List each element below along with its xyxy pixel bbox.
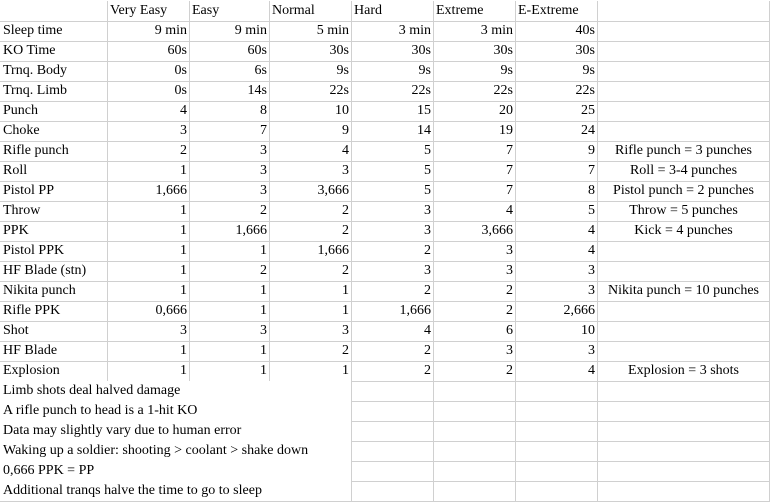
data-cell[interactable]: 3 <box>352 261 434 282</box>
data-cell[interactable]: 14 <box>352 121 434 142</box>
note-cell[interactable]: Pistol punch = 2 punches <box>598 181 770 202</box>
data-cell[interactable]: 3 <box>434 341 516 362</box>
data-cell[interactable]: 2 <box>190 261 270 282</box>
data-cell[interactable]: 9 <box>270 121 352 142</box>
data-cell[interactable]: 3 <box>190 181 270 202</box>
column-header-1[interactable]: Very Easy <box>108 1 190 22</box>
data-cell[interactable]: 0s <box>108 81 190 102</box>
empty-cell[interactable] <box>352 461 434 482</box>
footnote[interactable]: Waking up a soldier: shooting > coolant > shake down <box>0 441 352 462</box>
data-cell[interactable]: 3 <box>190 141 270 162</box>
note-cell[interactable] <box>598 241 770 262</box>
data-cell[interactable]: 1 <box>270 301 352 322</box>
column-header-5[interactable]: Extreme <box>434 1 516 22</box>
data-cell[interactable]: 24 <box>516 121 598 142</box>
row-label[interactable]: Throw <box>0 201 108 222</box>
data-cell[interactable]: 3 min <box>434 21 516 42</box>
data-cell[interactable]: 14s <box>190 81 270 102</box>
data-cell[interactable]: 4 <box>516 241 598 262</box>
data-cell[interactable]: 30s <box>434 41 516 62</box>
data-cell[interactable]: 0s <box>108 61 190 82</box>
data-cell[interactable]: 7 <box>434 161 516 182</box>
note-cell[interactable] <box>598 301 770 322</box>
row-label[interactable]: Rifle punch <box>0 141 108 162</box>
column-header-2[interactable]: Easy <box>190 1 270 22</box>
data-cell[interactable]: 2,666 <box>516 301 598 322</box>
data-cell[interactable]: 2 <box>434 281 516 302</box>
data-cell[interactable]: 9 min <box>108 21 190 42</box>
data-cell[interactable]: 22s <box>434 81 516 102</box>
data-cell[interactable]: 1,666 <box>108 181 190 202</box>
data-cell[interactable]: 40s <box>516 21 598 42</box>
data-cell[interactable]: 8 <box>516 181 598 202</box>
data-cell[interactable]: 2 <box>270 221 352 242</box>
empty-cell[interactable] <box>598 481 770 502</box>
data-cell[interactable]: 10 <box>516 321 598 342</box>
data-cell[interactable]: 1 <box>108 241 190 262</box>
row-label[interactable]: KO Time <box>0 41 108 62</box>
note-cell[interactable] <box>598 81 770 102</box>
data-cell[interactable]: 9 min <box>190 21 270 42</box>
data-cell[interactable]: 3 <box>434 241 516 262</box>
column-header-4[interactable]: Hard <box>352 1 434 22</box>
note-cell[interactable] <box>598 61 770 82</box>
data-cell[interactable]: 19 <box>434 121 516 142</box>
row-label[interactable]: Pistol PPK <box>0 241 108 262</box>
empty-cell[interactable] <box>434 441 516 462</box>
empty-cell[interactable] <box>598 441 770 462</box>
data-cell[interactable]: 3 <box>352 201 434 222</box>
data-cell[interactable]: 3 <box>190 321 270 342</box>
data-cell[interactable]: 7 <box>434 141 516 162</box>
data-cell[interactable]: 1,666 <box>190 221 270 242</box>
data-cell[interactable]: 60s <box>108 41 190 62</box>
row-label[interactable]: Trnq. Limb <box>0 81 108 102</box>
empty-cell[interactable] <box>598 381 770 402</box>
data-cell[interactable]: 2 <box>434 361 516 382</box>
data-cell[interactable]: 3 <box>352 221 434 242</box>
footnote[interactable]: Data may slightly vary due to human error <box>0 421 352 442</box>
data-cell[interactable]: 9s <box>434 61 516 82</box>
data-cell[interactable]: 4 <box>108 101 190 122</box>
data-cell[interactable]: 2 <box>270 201 352 222</box>
note-cell[interactable] <box>598 341 770 362</box>
data-cell[interactable]: 3,666 <box>270 181 352 202</box>
empty-cell[interactable] <box>434 421 516 442</box>
row-label[interactable]: Nikita punch <box>0 281 108 302</box>
data-cell[interactable]: 9s <box>516 61 598 82</box>
data-cell[interactable]: 30s <box>270 41 352 62</box>
row-label[interactable]: Shot <box>0 321 108 342</box>
data-cell[interactable]: 3 <box>516 261 598 282</box>
data-cell[interactable]: 1,666 <box>352 301 434 322</box>
footnote[interactable]: A rifle punch to head is a 1-hit KO <box>0 401 352 422</box>
note-cell[interactable] <box>598 321 770 342</box>
empty-cell[interactable] <box>598 421 770 442</box>
data-cell[interactable]: 2 <box>190 201 270 222</box>
data-cell[interactable]: 0,666 <box>108 301 190 322</box>
empty-cell[interactable] <box>352 421 434 442</box>
data-cell[interactable]: 2 <box>352 281 434 302</box>
data-cell[interactable]: 8 <box>190 101 270 122</box>
data-cell[interactable]: 3 <box>516 341 598 362</box>
data-cell[interactable]: 2 <box>352 361 434 382</box>
data-cell[interactable]: 6 <box>434 321 516 342</box>
data-cell[interactable]: 1 <box>190 241 270 262</box>
row-label[interactable]: HF Blade (stn) <box>0 261 108 282</box>
data-cell[interactable]: 6s <box>190 61 270 82</box>
data-cell[interactable]: 25 <box>516 101 598 122</box>
data-cell[interactable]: 1 <box>190 301 270 322</box>
footnote[interactable]: 0,666 PPK = PP <box>0 461 352 482</box>
data-cell[interactable]: 22s <box>516 81 598 102</box>
row-label[interactable]: Trnq. Body <box>0 61 108 82</box>
row-label[interactable]: Explosion <box>0 361 108 382</box>
column-header-3[interactable]: Normal <box>270 1 352 22</box>
empty-cell[interactable] <box>516 481 598 502</box>
data-cell[interactable]: 4 <box>434 201 516 222</box>
data-cell[interactable]: 4 <box>516 361 598 382</box>
data-cell[interactable]: 5 <box>352 181 434 202</box>
data-cell[interactable]: 2 <box>434 301 516 322</box>
data-cell[interactable]: 5 <box>352 141 434 162</box>
data-cell[interactable]: 60s <box>190 41 270 62</box>
note-cell[interactable] <box>598 41 770 62</box>
data-cell[interactable]: 2 <box>270 261 352 282</box>
empty-cell[interactable] <box>352 401 434 422</box>
empty-cell[interactable] <box>434 481 516 502</box>
data-cell[interactable]: 22s <box>352 81 434 102</box>
data-cell[interactable]: 10 <box>270 101 352 122</box>
data-cell[interactable]: 1 <box>108 261 190 282</box>
data-cell[interactable]: 9s <box>270 61 352 82</box>
data-cell[interactable]: 1 <box>108 341 190 362</box>
empty-cell[interactable] <box>516 401 598 422</box>
data-cell[interactable]: 4 <box>352 321 434 342</box>
data-cell[interactable]: 20 <box>434 101 516 122</box>
column-header-0[interactable] <box>0 1 108 22</box>
data-cell[interactable]: 9 <box>516 141 598 162</box>
data-cell[interactable]: 22s <box>270 81 352 102</box>
empty-cell[interactable] <box>434 401 516 422</box>
data-cell[interactable]: 1 <box>108 281 190 302</box>
data-cell[interactable]: 1 <box>108 361 190 382</box>
data-cell[interactable]: 4 <box>516 221 598 242</box>
note-cell[interactable] <box>598 261 770 282</box>
data-cell[interactable]: 1 <box>270 361 352 382</box>
data-cell[interactable]: 2 <box>352 341 434 362</box>
note-cell[interactable] <box>598 21 770 42</box>
data-cell[interactable]: 3 <box>108 121 190 142</box>
data-cell[interactable]: 7 <box>434 181 516 202</box>
data-cell[interactable]: 3 min <box>352 21 434 42</box>
note-cell[interactable] <box>598 101 770 122</box>
data-cell[interactable]: 30s <box>352 41 434 62</box>
data-cell[interactable]: 3 <box>190 161 270 182</box>
row-label[interactable]: Pistol PP <box>0 181 108 202</box>
row-label[interactable]: PPK <box>0 221 108 242</box>
note-cell[interactable]: Roll = 3-4 punches <box>598 161 770 182</box>
row-label[interactable]: Rifle PPK <box>0 301 108 322</box>
note-cell[interactable] <box>598 121 770 142</box>
note-cell[interactable]: Nikita punch = 10 punches <box>598 281 770 302</box>
empty-cell[interactable] <box>434 381 516 402</box>
empty-cell[interactable] <box>352 481 434 502</box>
note-cell[interactable]: Throw = 5 punches <box>598 201 770 222</box>
data-cell[interactable]: 3 <box>270 321 352 342</box>
data-cell[interactable]: 7 <box>190 121 270 142</box>
row-label[interactable]: HF Blade <box>0 341 108 362</box>
empty-cell[interactable] <box>598 461 770 482</box>
row-label[interactable]: Punch <box>0 101 108 122</box>
data-cell[interactable]: 5 min <box>270 21 352 42</box>
data-cell[interactable]: 7 <box>516 161 598 182</box>
data-cell[interactable]: 1 <box>108 201 190 222</box>
footnote[interactable]: Additional tranqs halve the time to go to sleep <box>0 481 352 502</box>
column-header-6[interactable]: E-Extreme <box>516 1 598 22</box>
note-cell[interactable]: Rifle punch = 3 punches <box>598 141 770 162</box>
data-cell[interactable]: 1 <box>190 361 270 382</box>
data-cell[interactable]: 3 <box>270 161 352 182</box>
empty-cell[interactable] <box>516 461 598 482</box>
empty-cell[interactable] <box>352 381 434 402</box>
data-cell[interactable]: 1 <box>108 161 190 182</box>
data-cell[interactable]: 2 <box>352 241 434 262</box>
row-label[interactable]: Roll <box>0 161 108 182</box>
note-cell[interactable]: Kick = 4 punches <box>598 221 770 242</box>
data-cell[interactable]: 2 <box>108 141 190 162</box>
empty-cell[interactable] <box>516 441 598 462</box>
row-label[interactable]: Choke <box>0 121 108 142</box>
data-cell[interactable]: 3 <box>434 261 516 282</box>
data-cell[interactable]: 1 <box>190 281 270 302</box>
empty-cell[interactable] <box>598 401 770 422</box>
row-label[interactable]: Sleep time <box>0 21 108 42</box>
data-cell[interactable]: 5 <box>516 201 598 222</box>
data-cell[interactable]: 1,666 <box>270 241 352 262</box>
data-cell[interactable]: 4 <box>270 141 352 162</box>
data-cell[interactable]: 3,666 <box>434 221 516 242</box>
empty-cell[interactable] <box>516 381 598 402</box>
note-cell[interactable]: Explosion = 3 shots <box>598 361 770 382</box>
data-cell[interactable]: 30s <box>516 41 598 62</box>
data-cell[interactable]: 9s <box>352 61 434 82</box>
data-cell[interactable]: 3 <box>516 281 598 302</box>
data-cell[interactable]: 15 <box>352 101 434 122</box>
footnote[interactable]: Limb shots deal halved damage <box>0 381 352 402</box>
data-cell[interactable]: 1 <box>108 221 190 242</box>
data-cell[interactable]: 3 <box>108 321 190 342</box>
column-header-7[interactable] <box>598 1 770 22</box>
data-cell[interactable]: 2 <box>270 341 352 362</box>
data-cell[interactable]: 1 <box>270 281 352 302</box>
empty-cell[interactable] <box>352 441 434 462</box>
data-cell[interactable]: 1 <box>190 341 270 362</box>
empty-cell[interactable] <box>516 421 598 442</box>
empty-cell[interactable] <box>434 461 516 482</box>
data-cell[interactable]: 5 <box>352 161 434 182</box>
